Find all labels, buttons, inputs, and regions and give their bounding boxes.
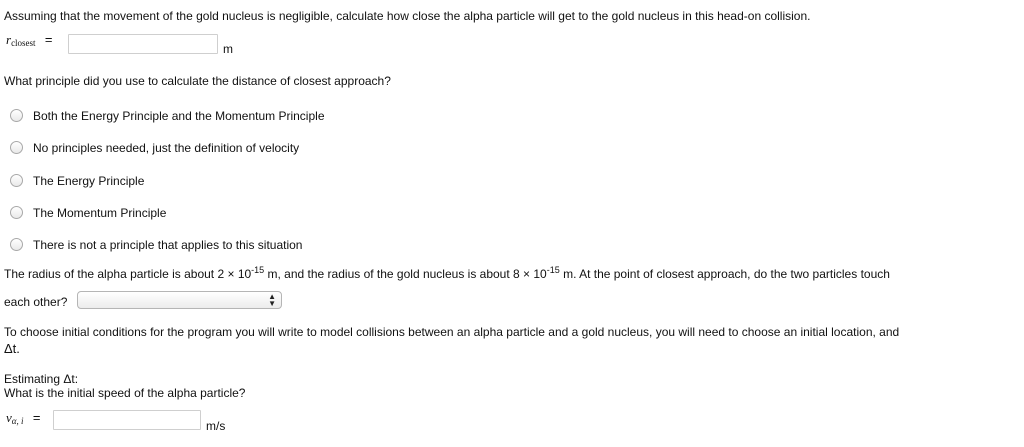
touch-select[interactable] bbox=[77, 291, 282, 309]
closest-approach-question: Assuming that the movement of the gold nucleus is negligible, calculate how close the alpha particle will get to the gold nucleus in this head-on collision. bbox=[4, 9, 811, 23]
option-label-no-principles: No principles needed, just the definition of velocity bbox=[33, 141, 300, 155]
initial-speed-input[interactable] bbox=[53, 410, 201, 430]
radius-exponent-1: -15 bbox=[251, 265, 265, 275]
initial-conditions-text: To choose initial conditions for the program you will write to model collisions between an alpha particle and a gold nucleus, you will need to choose an initial location, and bbox=[4, 325, 900, 339]
v-symbol: v bbox=[6, 410, 12, 425]
r-closest-unit: m bbox=[223, 42, 233, 56]
principle-question: What principle did you use to calculate the distance of closest approach? bbox=[4, 74, 391, 88]
initial-speed-unit: m/s bbox=[206, 419, 226, 433]
option-label-energy: The Energy Principle bbox=[33, 174, 145, 188]
initial-speed-question: What is the initial speed of the alpha particle? bbox=[4, 386, 246, 400]
particle-radius-question bbox=[4, 267, 890, 281]
select-arrows-icon: ▲ ▼ bbox=[268, 292, 276, 308]
v-alpha-label bbox=[6, 410, 40, 426]
option-label-momentum: The Momentum Principle bbox=[33, 206, 167, 220]
estimating-dt-heading: Estimating Δt: bbox=[4, 372, 79, 386]
radius-text-part3: m. At the point of closest approach, do the two particles touch bbox=[559, 267, 890, 281]
radio-option-momentum[interactable] bbox=[10, 206, 23, 219]
alpha-i-subscript: α, i bbox=[11, 416, 24, 426]
radius-text-part1: The radius of the alpha particle is about 2 × 10 bbox=[4, 267, 252, 281]
r-closest-label bbox=[6, 32, 53, 48]
equals-sign: = bbox=[44, 32, 53, 47]
radio-option-none[interactable] bbox=[10, 238, 23, 251]
option-label-none: There is not a principle that applies to this situation bbox=[33, 238, 303, 252]
closest-subscript: closest bbox=[11, 38, 36, 48]
equals-sign-v: = bbox=[32, 410, 41, 425]
touch-question-line2: each other? bbox=[4, 295, 68, 309]
radius-exponent-2: -15 bbox=[546, 265, 560, 275]
r-closest-input[interactable] bbox=[68, 34, 218, 54]
radius-text-part2: m, and the radius of the gold nucleus is about 8 × 10 bbox=[264, 267, 547, 281]
radio-option-no-principles[interactable] bbox=[10, 141, 23, 154]
radio-option-both[interactable] bbox=[10, 109, 23, 122]
radio-option-energy[interactable] bbox=[10, 174, 23, 187]
option-label-both: Both the Energy Principle and the Momentum Principle bbox=[33, 109, 325, 123]
r-symbol: r bbox=[6, 32, 12, 47]
initial-conditions-dt: Δt. bbox=[4, 341, 20, 356]
